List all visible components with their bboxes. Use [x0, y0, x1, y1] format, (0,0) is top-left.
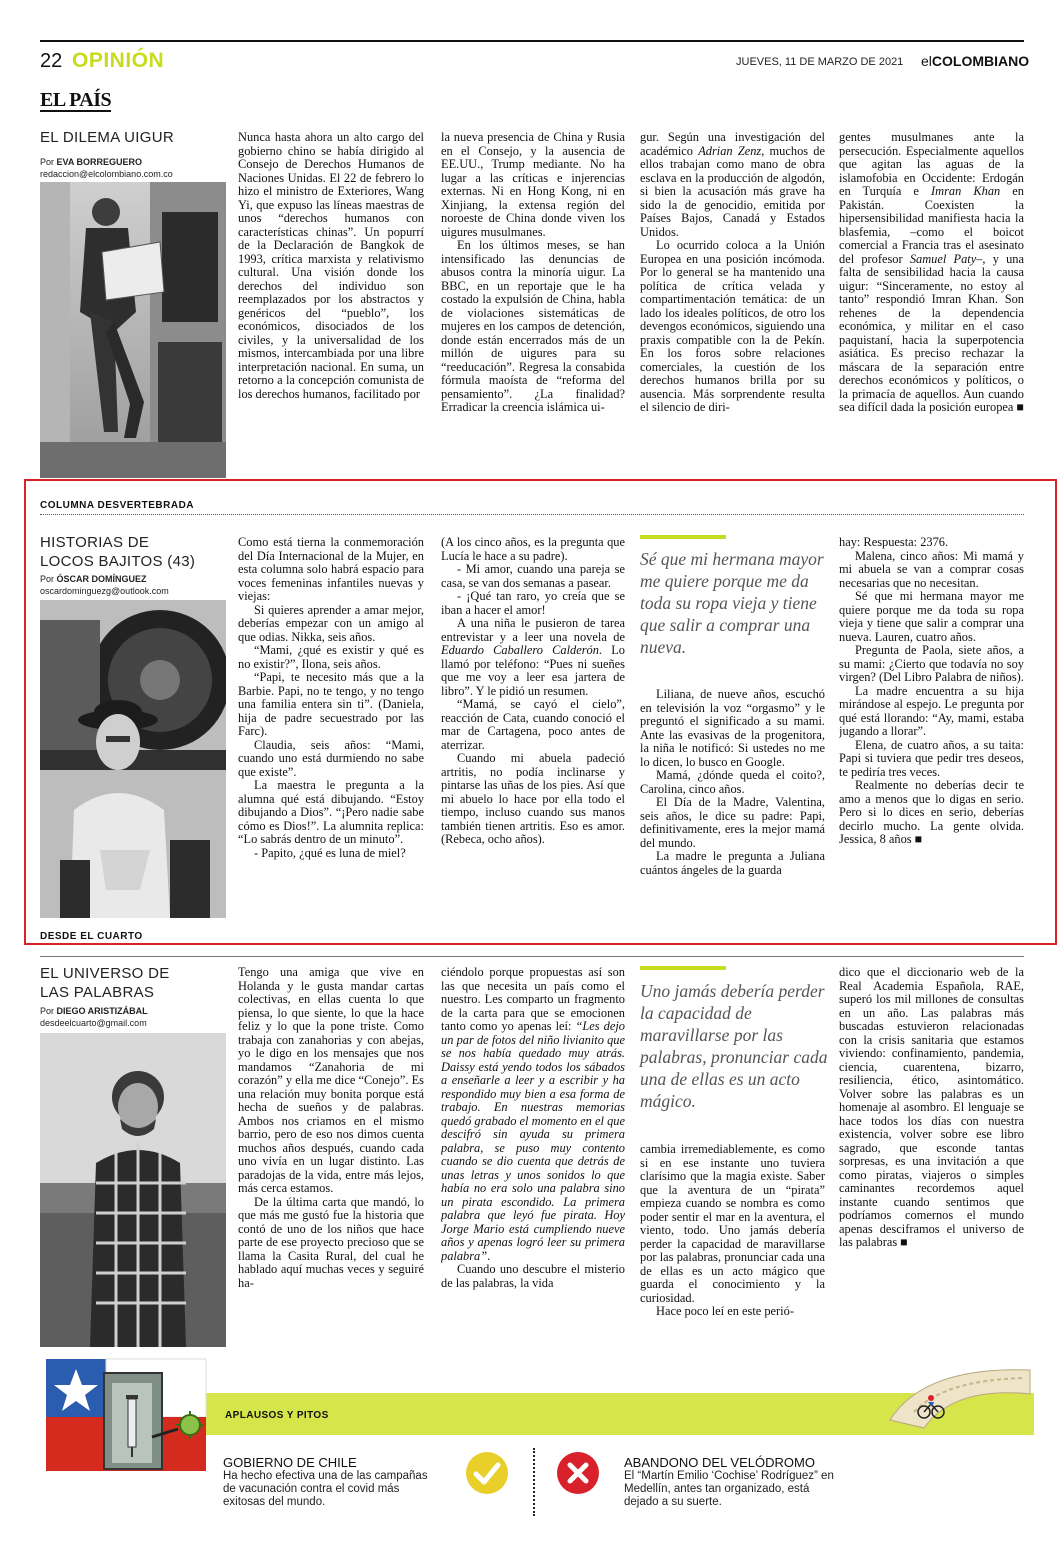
- brand-prefix: el: [921, 53, 932, 69]
- brand-name: COLOMBIANO: [931, 53, 1030, 69]
- velodrome-illustration: [884, 1360, 1034, 1435]
- issue-date: JUEVES, 11 DE MARZO DE 2021: [736, 56, 904, 68]
- article2-byline: Por ÓSCAR DOMÍNGUEZ: [40, 574, 147, 584]
- article2-photo-author: [40, 600, 226, 918]
- article1-photo-statue: [40, 182, 226, 478]
- cross-icon: [556, 1451, 600, 1495]
- article2-pullquote-bar: [640, 535, 726, 539]
- article1-email[interactable]: redaccion@elcolombiano.com.co: [40, 169, 173, 179]
- article3-section-label: DESDE EL CUARTO: [40, 931, 143, 942]
- article2-section-label: COLUMNA DESVERTEBRADA: [40, 500, 195, 511]
- article1-column-3: gur. Según una investigación del académico Adrian Zenz, muchos de ellos trabajan como mano de obra esclava en la producción de algodón, si bien la acusación más grave ha sido la de genocidio, emitida por Países Bajos, Canadá y Estados Unidos. Lo ocurrido coloca a la Unión Europea en una posición incómoda. Por lo general se ha mantenido una política de crítica velada y compartimentación temática: de un lado los ideales políticos, de otro los devengos económicos, siguiendo una praxis compatible con la de Pekín. En los foros sobre relaciones comerciales, la cuestión de los derechos humanos brilla por su ausencia. Más sorprendente resulta el silencio de diri-: [640, 131, 825, 414]
- article2-column-2: (A los cinco años, es la pregunta que Lucía le hace a su padre). - Mi amor, cuando una pareja se casa, se van dos semanas a pasear. - ¡Qué tan raro, yo creía que se iban a hacer el amor! A una niña le pusieron de tarea entrevistar y a leer una novela de Eduardo Caballero Calderón. Lo llamó por teléfono: “Pues ni sueñes que me voy a leer esa jartera de libro”. Y le pidió un resumen. “Mamá, se cayó el cielo”, reacción de Cata, cuando conoció el mar de Cartagena, poco antes de aterrizar. Cuando mi abuela padeció artritis, no podía inclinarse y pintarse las uñas de los pies. Así que mi abuelo lo hace por ella todo el tiempo, incluso cuando sus manos también tienen artritis. Eso es amor. (Rebeca, ocho años).: [441, 536, 625, 846]
- article3-author: DIEGO ARISTIZÁBAL: [56, 1006, 148, 1016]
- article2-column-3: Liliana, de nueve años, escuchó en televisión la voz “orgasmo” y le preguntó el significado a su mami. Ante las evasivas de la progenitora, la niña le notificó: Si ustedes no me lo dicen, lo busco en Google. Mamá, ¿dónde queda el coito?, Carolina, cinco años. El Día de la Madre, Valentina, seis años, le dice su padre: Papi, definitivamente, eres la mejor mamá del mundo. La madre le pregunta a Juliana cuántos ángeles de la guarda: [640, 688, 825, 877]
- article2-pullquote: Sé que mi hermana mayor me quiere porque me da toda su ropa vieja y tiene que salir a comprar una nueva.: [640, 549, 824, 657]
- article1-column-4: gentes musulmanes ante la persecución. Especialmente aquellos que agitan las aguas de la islamofobia en Occidente: Erdogán en Turquía e Imran Khan en Pakistán. Coexisten la hipersensibilidad manifiesta hacia la blasfemia, –como el boicot comercial a Francia tras el asesinato del profesor Samuel Paty–, y una falta de sensibilidad hacia la causa uigur: “Sinceramente, no estoy al tanto” respondió Imran Khan. Son rehenes de la dependencia económica, y militar en el caso paquistaní, hacia la superpotencia asiática. Es preciso rechazar la máscara de la separación entre derechos económicos y políticos, o la primacía de aquellos. Aun cuando sea difícil dada la posición europea ■: [839, 131, 1024, 414]
- article2-author: ÓSCAR DOMÍNGUEZ: [56, 574, 147, 584]
- aplausos-left-head: GOBIERNO DE CHILE: [223, 1455, 357, 1470]
- article3-email[interactable]: desdeelcuarto@gmail.com: [40, 1018, 147, 1028]
- article2-divider: [40, 514, 1024, 515]
- article3-title: EL UNIVERSO DE LAS PALABRAS: [40, 965, 170, 1001]
- article2-column-1: Como está tierna la conmemoración del Día Internacional de la Mujer, en esta columna solo habrá espacio para voces femeninas infantiles nuevas y viejas: Si quieres aprender a amar mejor, deberías empezar con un amigo al que odias. Nikka, seis años. “Mami, ¿qué es existir y qué es no existir?”, Ilona, seis años. “Papi, te necesito más que a la Barbie. Papi, no te tengo, y no tengo una familia entera sin ti”. (Daniela, hija de padre secuestrado por las Farc). Claudia, seis años: “Mami, cuando uno está durmiendo no sabe que existe”. La maestra le pregunta a la alumna qué está dibujando. “Estoy dibujando a Dios”. “¡Pero nadie sabe cómo es Dios!”. La alumnita replica: “Lo sabrás dentro de un minuto”. - Papito, ¿qué es luna de miel?: [238, 536, 424, 860]
- article2-title: HISTORIAS DE LOCOS BAJITOS (43): [40, 534, 196, 570]
- article1-column-1: Nunca hasta ahora un alto cargo del gobierno chino se había dirigido al Consejo de Derechos Humanos de Naciones Unidas. El 22 de febrero lo hizo el ministro de Exteriores, Wang Yi, que expuso las líneas maestras de unos “derechos humanos con características chinas”. Un popurrí de la Declaración de Bangkok de 1993, crítica marxista y relativismo cultural. Una visión donde los derechos del individuo son reemplazados por los abstractos y genéricos del “pueblo”, los económicos, disociados de los civiles, y la universalidad de los mismos, intercambiada por una libre interpretación nacional. En suma, un retorno a la concepción comunista de los derechos humanos, facilitado por: [238, 131, 424, 401]
- page-number: 22: [40, 50, 63, 72]
- aplausos-label: APLAUSOS Y PITOS: [225, 1410, 329, 1421]
- article3-column-1: Tengo una amiga que vive en Holanda y le gusta mandar cartas colectivas, en ellas cuenta lo que piensa, lo que siente, lo que la hace feliz y lo que la pone triste. Como trabaja con zanahorias y con abejas, yo le digo en los mensajes que nos mandamos “Zanahoria de mi corazón” y ella me dice “Conejo”. Es una relación muy bonita porque está hecha de sueños y de palabras. Ambos nos criamos en el mismo barrio, pero de eso nos dimos cuenta muchos años después, cuando cada uno vivía en un lugar distinto. Las paradojas de la vida, entre más lejos, más cerca estamos. De la última carta que mandó, lo que más me gustó fue la historia que contó de uno de los niños que hace parte de ese proyecto precioso que se llama la Casita Rural, del cual he hablado aquí muchas veces y seguiré ha-: [238, 966, 424, 1290]
- top-rule: [40, 40, 1024, 42]
- aplausos-right-head: ABANDONO DEL VELÓDROMO: [624, 1455, 815, 1470]
- article1-column-2: la nueva presencia de China y Rusia en el Consejo, y la ausencia de EE.UU., Trump mediante. No ha lugar a las críticas e injerencias externas. Ni en Hong Kong, ni en Xinjiang, la extensa región del noroeste de China donde viven los uigures musulmanes. En los últimos meses, se han intensificado las denuncias de abusos contra la minoría uigur. La BBC, en un reportaje que le ha costado la expulsión de China, habla de violaciones sistemáticas de mujeres en los campos de detención, donde están encerrados más de un millón de uigures para su “reeducación”. Regresa la consabida fórmula maoísta de “reforma del pensamiento”. ¿La finalidad? Erradicar la creencia islámica ui-: [441, 131, 625, 414]
- newspaper-brand: [921, 53, 1029, 69]
- article3-photo-author: [40, 1033, 226, 1347]
- section-name: OPINIÓN: [72, 49, 165, 72]
- check-icon: [465, 1451, 509, 1495]
- article2-email[interactable]: oscardominguezg@outlook.com: [40, 586, 169, 596]
- article1-author: EVA BORREGUERO: [56, 157, 143, 167]
- article3-column-3: cambia irremediablemente, es como si en ese instante uno tuviera clarísimo que la magia existe. Saber que la aventura de un “pirata” empieza cuando se nombra es como poder sentir el mar en la aventura, el viento, todo. Uno jamás debería perder la capacidad de maravillarse por las palabras, pronunciar cada una de ellas es un acto mágico que guarda el conocimiento y la curiosidad. Hace poco leí en este perió-: [640, 1143, 825, 1318]
- article3-byline: Por DIEGO ARISTIZÁBAL: [40, 1006, 148, 1016]
- article3-column-2: ciéndolo porque propuestas así son las que necesita un país como el nuestro. Les comparto un fragmento de la carta para que se emocionen tanto como yo apenas leí: “Les dejo un par de fotos del niño livianito que se nos había quedado muy atrás. Daissy está yendo todos los sábados a enseñarle a leer y a escribir y ha respondido muy bien a esa forma de trabajo. En nuestras memorias quedó grabado el momento en el que descifró sin ayuda su primera palabra, se puso muy contento cuando se dio cuenta que detrás de unas letras y unos sonidos lo que había no era solo una palabra sino un pirata escondido. La primera palabra que leyó fue pirata. Hoy Jorge Mario está cumpliendo nueve años y apenas logró leer su primera palabra”. Cuando uno descubre el misterio de las palabras, la vida: [441, 966, 625, 1290]
- article2-column-4: hay: Respuesta: 2376. Malena, cinco años: Mi mamá y mi abuela se van a comprar cosas necesarias que no necesitan. Sé que mi hermana mayor me quiere porque me da toda su ropa vieja y tiene que salir a comprar una nueva. Lauren, cuatro años. Pregunta de Paola, siete años, a su mami: ¿Cierto que todavía no soy virgen? (Del Libro Palabra de niños). La madre encuentra a su hija mirándose al espejo. Le pregunta por qué está llorando: “Ay, mami, estaba jugando a llorar”. Elena, de cuatro años, a su taita: Papi si tuviera que pedir tres deseos, te pediría tres veces. Realmente no deberías decir te amo a menos que lo digas en serio. Pero si lo dices en serio, deberías decirlo mucho. La gente olvida. Jessica, 8 años ■: [839, 536, 1024, 846]
- article1-byline: Por EVA BORREGUERO: [40, 157, 143, 167]
- article1-title: EL DILEMA UIGUR: [40, 129, 174, 146]
- aplausos-left-text: Ha hecho efectiva una de las campañas de vacunación contra el covid más exitosas del mundo.: [223, 1470, 428, 1508]
- article3-divider: [40, 956, 1024, 957]
- partner-logo: EL PAÍS: [40, 89, 112, 111]
- aplausos-right-text: El “Martín Emilio ‘Cochise’ Rodríguez” en Medellín, antes tan organizado, está dejado a su suerte.: [624, 1470, 834, 1508]
- chile-flag-illustration: [40, 1355, 210, 1475]
- article3-pullquote-bar: [640, 966, 726, 970]
- article3-pullquote: Uno jamás debería perder la capacidad de maravillarse por las palabras, pronunciar cada una de ellas es un acto mágico.: [640, 981, 828, 1111]
- article3-column-4: dico que el diccionario web de la Real Academia Española, RAE, superó los mil millones de consultas en un año. Las palabras más buscadas estuvieron relacionadas con la crisis sanitaria que estamos viviendo: confinamiento, pandemia, ciencia, cuarentena, bizarro, resiliencia, ético, asintomático. Volver sobre las palabras es un homenaje al asombro. El lenguaje se hace todos los días con nuestra existencia, volver sobre ese libro sagrado, que esconde tantas sorpresas, es una invitación a que como piratas, viajeros o simples caminantes recordemos aquel instante cuando sentimos que podríamos comernos el mundo apenas desciframos el universo de las palabras ■: [839, 966, 1024, 1249]
- aplausos-divider: [533, 1448, 535, 1516]
